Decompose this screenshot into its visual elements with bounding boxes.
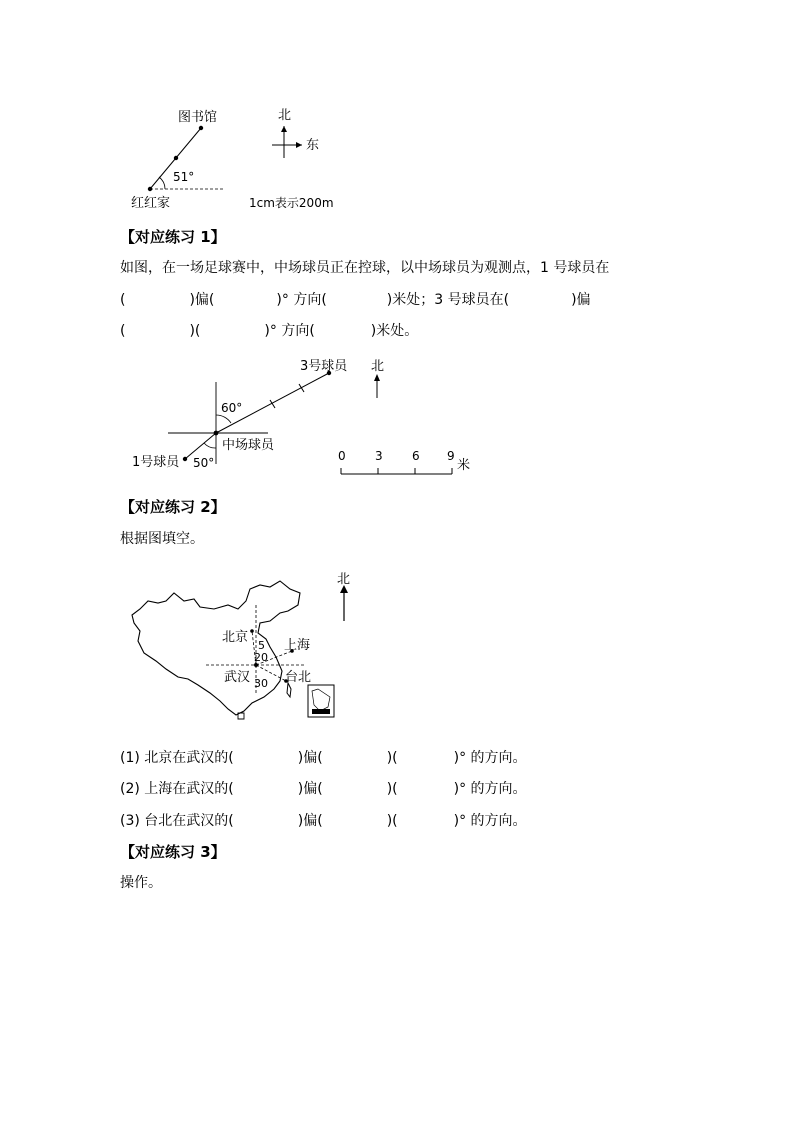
exercise-1-question: 如图，在一场足球赛中，中场球员正在控球，以中场球员为观测点，1 号球员在 bbox=[120, 260, 610, 276]
scale-label: 1cm表示200m bbox=[249, 196, 334, 210]
scale-tick-9: 9 bbox=[447, 449, 455, 463]
beijing-label: 北京 bbox=[222, 630, 249, 645]
exercise-2-header: 【对应练习 2】 bbox=[120, 498, 226, 516]
scale-tick-3: 3 bbox=[375, 449, 383, 463]
exercise-1-header: 【对应练习 1】 bbox=[120, 228, 226, 246]
angle-30-label: 30 bbox=[254, 677, 268, 690]
wuhan-label: 武汉 bbox=[224, 670, 251, 685]
scale-unit-label: 米 bbox=[457, 458, 471, 473]
angle-20-label: 20 bbox=[254, 651, 268, 664]
taipei-label: 台北 bbox=[285, 670, 312, 685]
china-map-figure bbox=[120, 565, 370, 725]
exercise-2-intro: 根据图填空。 bbox=[120, 531, 204, 547]
question-1: (1) 北京在武汉的( )偏( )( )° 的方向。 bbox=[120, 750, 527, 766]
scale-tick-6: 6 bbox=[412, 449, 420, 463]
north-label: 北 bbox=[371, 359, 385, 374]
scale-tick-0: 0 bbox=[338, 449, 346, 463]
player-3-label: 3号球员 bbox=[300, 359, 348, 374]
exercise-1-line-2: ( )偏( )° 方向( )米处；3 号球员在( )偏 bbox=[120, 292, 591, 308]
exercise-3-header: 【对应练习 3】 bbox=[120, 843, 226, 861]
library-label: 图书馆 bbox=[178, 110, 218, 125]
home-label: 红红家 bbox=[131, 196, 171, 211]
angle-51-label: 51° bbox=[173, 170, 195, 184]
exercise-1-line-3: ( )( )° 方向( )米处。 bbox=[120, 323, 419, 339]
question-3: (3) 台北在武汉的( )偏( )( )° 的方向。 bbox=[120, 813, 527, 829]
east-label: 东 bbox=[306, 138, 320, 153]
china-outline bbox=[132, 581, 300, 715]
shanghai-label: 上海 bbox=[284, 638, 311, 653]
north-label: 北 bbox=[278, 108, 292, 123]
soccer-direction-figure bbox=[120, 352, 490, 480]
player-1-label: 1号球员 bbox=[132, 455, 180, 470]
question-2: (2) 上海在武汉的( )偏( )( )° 的方向。 bbox=[120, 781, 527, 797]
angle-60-label: 60° bbox=[221, 401, 243, 415]
exercise-3-intro: 操作。 bbox=[120, 875, 162, 891]
angle-5-label: 5 bbox=[258, 639, 265, 652]
midfielder-label: 中场球员 bbox=[222, 438, 275, 453]
direction-figure-1 bbox=[120, 100, 360, 215]
north-label: 北 bbox=[337, 572, 351, 587]
angle-50-label: 50° bbox=[193, 456, 215, 470]
